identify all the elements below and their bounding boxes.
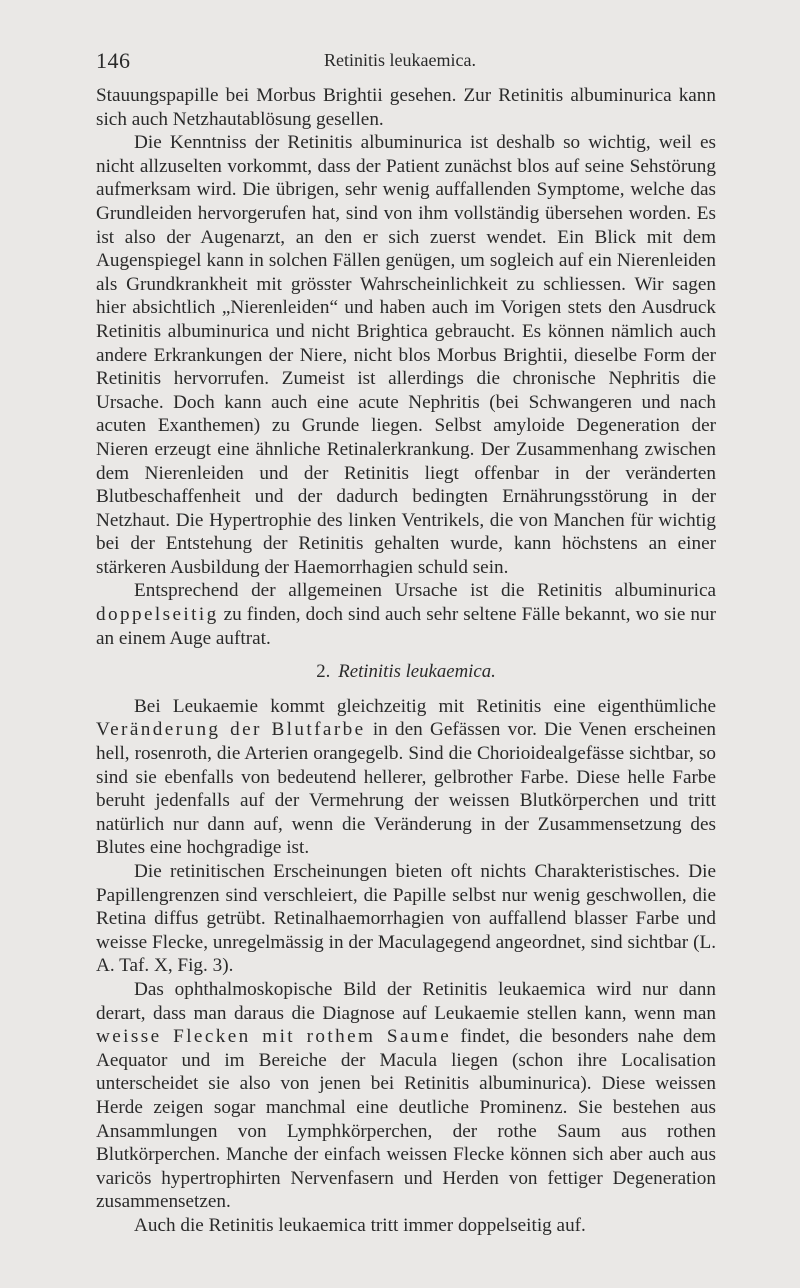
paragraph-continuation: [96, 84, 716, 131]
paragraph-text: in den Gefässen vor. Die Venen erscheinen hell, rosenroth, die Arterien orangegelb. Sind die Chorioidealgefässe sichtbar, so sind sie ebenfalls von bedeutend hellerer, gelbrother Farbe. Diese helle Farbe beruht jedenfalls auf der Vermehrung der weissen Blutkörperchen und tritt natürlich nur dann auf, wenn die Veränderung in der Zusammensetzung des Blutes eine hochgradige ist.: [96, 719, 717, 859]
emphasis-text: weisse Flecken mit rothem Saume: [96, 1026, 452, 1048]
paragraph-text: Stauungspapille bei Morbus Brightii gesehen. Zur Retinitis albuminurica kann sich auch Netzhautablösung gesellen.: [96, 85, 716, 130]
emphasis-text: doppelseitig: [96, 604, 219, 626]
paragraph-doppelseitig: [96, 1214, 716, 1238]
paragraph-text: Auch die Retinitis leukaemica tritt immer doppelseitig auf.: [134, 1214, 586, 1236]
page-number: 146: [96, 48, 131, 73]
emphasis-text: Veränderung der Blutfarbe: [96, 719, 366, 741]
page-header: [0, 40, 800, 73]
section-heading: [96, 660, 716, 684]
paragraph-text: zu finden, doch sind auch sehr seltene Fälle bekannt, wo sie nur an einem Auge auftrat.: [96, 604, 716, 649]
paragraph-text: findet, die besonders nahe dem Aequator und im Bereiche der Macula liegen (schon ihre Localisation unterscheidet sie also von jenen bei Retinitis albuminurica). Diese weissen Herde zeigen sogar manchmal eine deutliche Prominenz. Sie bestehen aus Ansammlungen von Lymphkörperchen, der rothe Saum aus rothen Blutkörperchen. Manche der einfach weissen Flecke können sich aber auch aus varicös hypertrophirten Nervenfasern und Herden von fettiger Degeneration zusammensetzen.: [96, 1026, 717, 1213]
paragraph-text: Die Kenntniss der Retinitis albuminurica ist deshalb so wichtig, weil es nicht allzuselten vorkommt, dass der Patient zunächst blos auf seine Sehstörung aufmerksam wird. Die übrigen, sehr wenig auffallenden Symptome, welche das Grundleiden hervorgerufen hat, sind von ihm vollständig übersehen worden. Es ist also der Augenarzt, an den er sich zuerst wendet. Ein Blick mit dem Augenspiegel kann in solchen Fällen genügen, um sogleich auf ein Nierenleiden als Grundkrankheit mit grösster Wahrscheinlichkeit zu schliessen. Wir sagen hier absichtlich „Nierenleiden“ und haben auch im Vorigen stets den Ausdruck Retinitis albuminurica und nicht Brightica gebraucht. Es können nämlich auch andere Erkrankungen der Niere, nicht blos Morbus Brightii, dieselbe Form der Retinitis hervorrufen. Zumeist ist allerdings die chronische Nephritis die Ursache. Doch kann auch eine acute Nephritis (bei Schwangeren und nach acuten Exanthemen) zu Grunde liegen. Selbst amyloide Degeneration der Nieren erzeugt eine ähnliche Retinalerkrankung. Der Zusammenhang zwischen dem Nierenleiden und der Retinitis liegt offenbar in der veränderten Blutbeschaffenheit und der dadurch bedingten Ernährungsstörung in der Netzhaut. Die Hypertrophie des linken Ventrikels, die von Manchen für wichtig bei der Entstehung der Retinitis gehalten wurde, kann höchstens an einer stärkeren Ausbildung der Haemorrhagien schuld sein.: [96, 132, 716, 578]
paragraph-entsprechend: [96, 579, 716, 650]
section-title: Retinitis leukaemica.: [338, 661, 496, 683]
paragraph-text: Die retinitischen Erscheinungen bieten oft nichts Charakteristisches. Die Papillengrenzen sind verschleiert, die Papille selbst nur wenig geschwollen, die Retina diffus getrübt. Retinalhaemorrhagien von auffallend blasser Farbe und weisse Flecke, unregelmässig in der Maculagegend angeordnet, sind sichtbar (L. A. Taf. X, Fig. 3).: [96, 861, 716, 977]
paragraph-leukaemie: [96, 695, 716, 860]
section-number: 2.: [316, 661, 331, 683]
paragraph-ophthalmoskopisch: [96, 978, 716, 1214]
paragraph-text: Bei Leukaemie kommt gleichzeitig mit Retinitis eine eigenthümliche: [134, 695, 716, 717]
page-body: [96, 84, 716, 1238]
paragraph-retinitische: [96, 860, 716, 978]
paragraph-text: Das ophthalmoskopische Bild der Retinitis leukaemica wird nur dann derart, dass man daraus die Diagnose auf Leukaemie stellen kann, wenn man: [96, 978, 716, 1024]
paragraph-kenntniss: [96, 131, 716, 579]
running-title: Retinitis leukaemica.: [324, 50, 476, 70]
paragraph-text: Entsprechend der allgemeinen Ursache ist die Retinitis albuminurica: [134, 580, 716, 602]
